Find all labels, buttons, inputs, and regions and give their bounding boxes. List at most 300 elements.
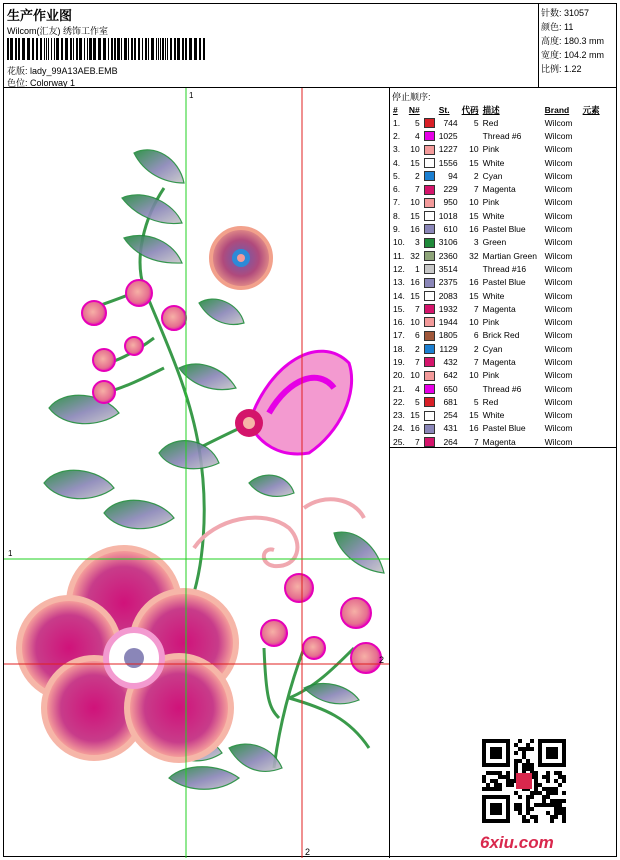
colorway-label: 色位: [7,78,28,88]
qr-cell [550,803,554,807]
thread-color-swatch [424,357,435,367]
row-stitches: 681 [443,396,458,407]
row-swatch [422,289,437,302]
row-code: 7 [473,436,479,447]
qr-cell [554,771,558,775]
qr-cell [490,771,494,775]
row-stitches: 642 [443,370,458,381]
qr-cell [546,779,550,783]
row-brand: Wilcom [544,250,573,261]
col-index: # [393,105,398,115]
row-code [460,129,481,142]
row-element [581,222,602,235]
row-description: Pink [482,370,500,381]
qr-cell [494,807,498,811]
barcode-bar [177,38,180,60]
row-swatch [422,222,437,235]
qr-cell [506,815,510,819]
row-brand: Wilcom [544,370,573,381]
thread-color-swatch [424,384,435,394]
row-stitches: 744 [443,117,458,128]
row-description: Cyan [482,170,503,181]
row-index: 7. [393,197,401,208]
row-swatch [422,209,437,222]
qr-cell [506,795,510,799]
barcode-bar [84,38,85,60]
barcode-bar [162,38,164,60]
row-index: 18. [393,343,405,354]
qr-cell [486,771,490,775]
guide-label-v1: 1 [189,91,194,100]
qr-cell [538,739,542,743]
qr-cell [526,807,530,811]
blue-flower [211,228,271,288]
qr-cell [558,775,562,779]
row-element [581,395,602,408]
row-element [581,422,602,435]
qr-cell [550,787,554,791]
row-code: 5 [473,396,479,407]
row-description: Thread #16 [482,263,527,274]
row-stitches: 431 [443,423,458,434]
qr-cell [562,779,566,783]
row-index: 13. [393,277,405,288]
qr-cell [502,763,506,767]
row-code: 7 [473,184,479,195]
qr-cell [482,815,486,819]
thread-row [391,409,602,422]
qr-cell [534,791,538,795]
row-element [581,116,602,129]
qr-cell [554,779,558,783]
row-element [581,289,602,302]
qr-cell [514,743,518,747]
qr-cell [522,747,526,751]
row-swatch [422,249,437,262]
row-stitches: 1556 [438,157,458,168]
qr-cell [554,739,558,743]
qr-cell [534,803,538,807]
row-brand: Wilcom [544,263,573,274]
row-description: Pastel Blue [482,277,526,288]
qr-cell [562,751,566,755]
thread-row [391,209,602,222]
thread-row [391,435,602,448]
row-code: 2 [473,343,479,354]
qr-cell [486,795,490,799]
row-stitches: 254 [443,410,458,421]
qr-cell [522,815,526,819]
qr-cell [518,759,522,763]
qr-cell [482,759,486,763]
row-index: 10. [393,237,405,248]
barcode-bar [158,38,159,60]
row-needle: 15 [410,157,420,168]
qr-cell [546,775,550,779]
row-brand: Wilcom [544,330,573,341]
row-index: 8. [393,210,401,221]
row-element [581,143,602,156]
barcode-bar [98,38,101,60]
row-index: 14. [393,290,405,301]
qr-cell [490,751,494,755]
qr-cell [482,747,486,751]
qr-cell [562,815,566,819]
qr-cell [542,739,546,743]
qr-cell [494,747,498,751]
row-index: 22. [393,396,405,407]
qr-cell [550,815,554,819]
row-stitches: 3514 [438,263,458,274]
thread-color-swatch [424,344,435,354]
barcode-bar [73,38,74,60]
row-needle: 16 [410,423,420,434]
qr-cell [506,747,510,751]
row-needle: 15 [410,210,420,221]
row-index: 21. [393,383,405,394]
row-brand: Wilcom [544,303,573,314]
row-element [581,129,602,142]
row-index: 12. [393,263,405,274]
qr-cell [502,739,506,743]
thread-color-swatch [424,371,435,381]
qr-cell [550,751,554,755]
barcode-bar [185,38,187,60]
row-brand: Wilcom [544,197,573,208]
row-index: 3. [393,144,401,155]
row-needle: 1 [414,263,420,274]
qr-cell [562,791,566,795]
row-code: 15 [469,290,479,301]
col-needle: N# [408,105,420,115]
qr-cell [494,779,498,783]
row-index: 20. [393,370,405,381]
barcode-bar [167,38,168,60]
qr-cell [562,747,566,751]
row-element [581,209,602,222]
qr-cell [498,807,502,811]
row-element [581,262,602,275]
thread-color-swatch [424,145,435,155]
row-needle: 32 [410,250,420,261]
thread-color-swatch [424,411,435,421]
col-element: 元素 [582,105,600,115]
qr-cell [558,771,562,775]
thread-color-swatch [424,158,435,168]
qr-cell [498,787,502,791]
row-stitches: 1944 [438,317,458,328]
thread-row [391,116,602,129]
row-element [581,329,602,342]
thread-color-swatch [424,424,435,434]
qr-cell [490,807,494,811]
qr-cell [498,763,502,767]
embroidery-artwork [4,88,390,858]
row-swatch [422,169,437,182]
qr-cell [522,763,526,767]
qr-cell [530,767,534,771]
qr-cell [518,747,522,751]
row-stitches: 3106 [438,237,458,248]
barcode-bar [93,38,96,60]
qr-cell [558,807,562,811]
thread-list-panel [390,88,616,448]
qr-cell [550,819,554,823]
qr-cell [482,811,486,815]
qr-cell [562,819,566,823]
qr-cell [514,767,518,771]
row-stitches: 94 [448,170,458,181]
stitch-count: 针数: 31057 [541,8,590,18]
qr-cell [506,807,510,811]
thread-row [391,329,602,342]
qr-cell [482,739,486,743]
qr-cell [502,819,506,823]
row-code: 3 [473,237,479,248]
row-code: 10 [469,317,479,328]
row-stitches: 2083 [438,290,458,301]
barcode-bar [194,38,197,60]
qr-cell [554,763,558,767]
qr-cell [482,775,486,779]
row-code: 15 [469,157,479,168]
qr-cell [494,755,498,759]
row-code: 15 [469,210,479,221]
design-canvas[interactable] [4,88,390,858]
qr-cell [490,819,494,823]
row-description: Pink [482,144,500,155]
qr-cell [506,783,510,787]
qr-cell [530,815,534,819]
row-description: White [482,210,505,221]
qr-cell [518,795,522,799]
qr-cell [486,819,490,823]
barcode-bar [131,38,133,60]
row-needle: 6 [414,330,420,341]
qr-cell [526,747,530,751]
row-description: White [482,410,505,421]
row-index: 19. [393,356,405,367]
barcode-bar [117,38,120,60]
barcode-bar [134,38,136,60]
thread-color-swatch [424,291,435,301]
row-needle: 15 [410,290,420,301]
row-swatch [422,182,437,195]
qr-cell [506,771,510,775]
qr-cell [482,755,486,759]
qr-cell [494,795,498,799]
row-element [581,315,602,328]
thread-row [391,422,602,435]
row-needle: 16 [410,277,420,288]
qr-cell [522,767,526,771]
qr-cell [526,767,530,771]
qr-cell [542,775,546,779]
qr-cell [562,799,566,803]
thread-color-swatch [424,278,435,288]
row-needle: 7 [414,356,420,367]
thread-color-swatch [424,304,435,314]
qr-cell [526,763,530,767]
col-stitches: St. [438,105,450,115]
col-swatch [422,104,437,116]
barcode-bar [128,38,129,60]
qr-cell [534,783,538,787]
page-title: 生产作业图 [7,8,73,23]
barcode-bar [170,38,172,60]
stop-sequence-title: 停止顺序: [392,92,431,102]
row-element [581,236,602,249]
guide-label-h1: 1 [8,549,13,558]
row-element [581,382,602,395]
qr-cell [546,795,550,799]
qr-cell [546,771,550,775]
thread-row [391,395,602,408]
row-code: 32 [469,250,479,261]
row-swatch [422,276,437,289]
qr-cell [498,803,502,807]
color-count: 颜色: 11 [541,22,574,32]
row-swatch [422,236,437,249]
row-needle: 16 [410,224,420,235]
qr-cell [514,791,518,795]
thread-color-swatch [424,397,435,407]
qr-cell [550,791,554,795]
qr-cell [562,743,566,747]
row-description: Green [482,237,507,248]
row-code: 15 [469,410,479,421]
qr-cell [558,739,562,743]
thread-row [391,302,602,315]
barcode-bar [114,38,116,60]
qr-cell [550,739,554,743]
barcode-bar [182,38,184,60]
thread-row [391,342,602,355]
row-description: Brick Red [482,330,520,341]
thread-row [391,262,602,275]
qr-cell [514,751,518,755]
row-brand: Wilcom [544,436,573,447]
row-swatch [422,262,437,275]
barcode-bar [36,38,38,60]
barcode-bar [44,38,45,60]
qr-cell [534,775,538,779]
thread-row [391,156,602,169]
row-index: 5. [393,170,401,181]
row-element [581,435,602,448]
row-stitches: 950 [443,197,458,208]
row-needle: 7 [414,436,420,447]
row-brand: Wilcom [544,144,573,155]
row-stitches: 1932 [438,303,458,314]
barcode-bar [160,38,161,60]
qr-cell [494,771,498,775]
barcode-bar [46,38,47,60]
qr-cell [558,811,562,815]
row-stitches: 650 [443,383,458,394]
qr-cell [494,739,498,743]
qr-cell [546,811,550,815]
qr-cell [490,779,494,783]
qr-cell [510,779,514,783]
row-code: 7 [473,356,479,367]
thread-row [391,289,602,302]
qr-cell [538,791,542,795]
thread-row [391,143,602,156]
row-description: Thread #6 [482,383,522,394]
row-description: White [482,157,505,168]
qr-cell [506,759,510,763]
row-description: Pink [482,197,500,208]
qr-cell [562,759,566,763]
qr-cell [554,807,558,811]
qr-cell [538,743,542,747]
row-swatch [422,302,437,315]
row-description: Magenta [482,184,516,195]
guide-label-h2: 2 [379,655,385,665]
row-element [581,276,602,289]
thread-color-swatch [424,224,435,234]
qr-cell [498,751,502,755]
qr-cell [482,787,486,791]
qr-cell [554,811,558,815]
studio-name: Wilcom(汇友) 绣饰工作室 [7,26,108,36]
qr-cell [534,779,538,783]
qr-cell [534,819,538,823]
thread-row [391,249,602,262]
barcode-bar [65,38,68,60]
design-height: 高度: 180.3 mm [541,36,605,46]
row-code [460,382,481,395]
barcode-bar [15,38,17,60]
barcode-bar [203,38,205,60]
thread-row [391,169,602,182]
row-code: 10 [469,197,479,208]
qr-cell [486,787,490,791]
thread-row [391,369,602,382]
row-code: 10 [469,144,479,155]
thread-row [391,236,602,249]
qr-cell [526,795,530,799]
qr-cell [482,743,486,747]
row-swatch [422,129,437,142]
qr-cell [482,751,486,755]
row-brand: Wilcom [544,277,573,288]
qr-cell [550,747,554,751]
qr-cell [546,751,550,755]
qr-cell [530,791,534,795]
barcode-bar [51,38,52,60]
row-element [581,369,602,382]
row-index: 16. [393,317,405,328]
row-code: 6 [473,330,479,341]
row-stitches: 1018 [438,210,458,221]
row-swatch [422,369,437,382]
row-swatch [422,315,437,328]
qr-cell [514,807,518,811]
row-needle: 4 [414,383,420,394]
row-element [581,249,602,262]
row-index: 17. [393,330,405,341]
qr-cell [542,799,546,803]
watermark-site: 6xiu.com [480,833,554,852]
thread-table [391,104,602,448]
row-brand: Wilcom [544,356,573,367]
qr-cell [530,795,534,799]
qr-cell [494,783,498,787]
row-brand: Wilcom [544,184,573,195]
barcode-bar [10,38,13,60]
